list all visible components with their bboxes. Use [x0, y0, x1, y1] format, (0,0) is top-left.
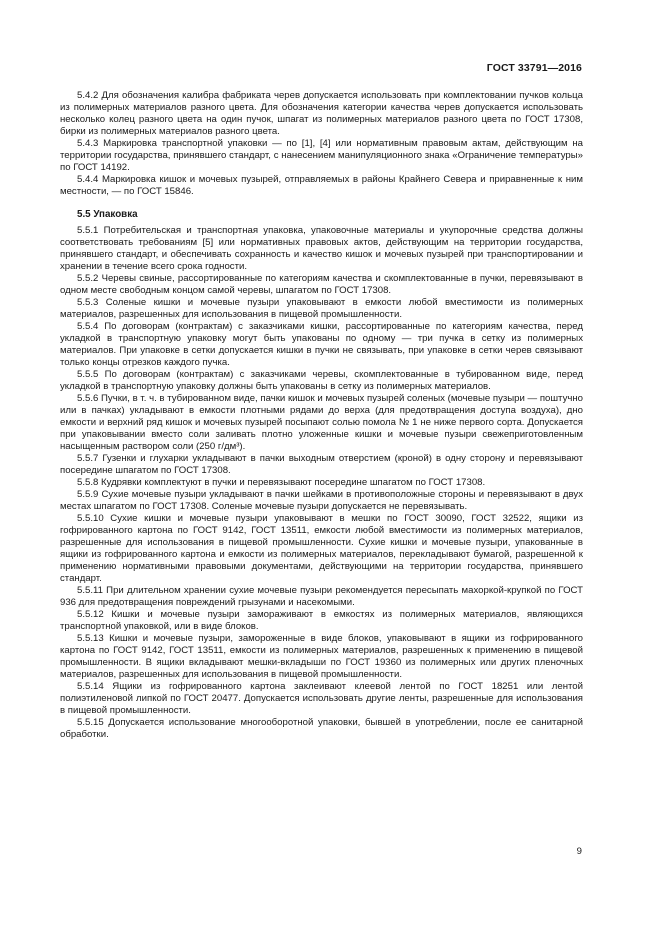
paragraph-5-4-4: 5.4.4 Маркировка кишок и мочевых пузырей, отправляемых в районы Крайнего Севера и приравненные к ним местности, — по ГОСТ 15846.	[60, 174, 583, 197]
paragraph-5-5-4: 5.5.4 По договорам (контрактам) с заказчиками кишки, рассортированные по категориям качества, перед укладкой в транспортную упаковку могут быть упакованы по одному — три пучка в сетку из полимерных материалов. При упаковке в сетки допускается кишки в пучки не связывать, при упаковке в сетки черев связывают только концы отрезков каждого пучка.	[60, 321, 583, 368]
paragraph-5-5-3: 5.5.3 Соленые кишки и мочевые пузыри упаковывают в емкости любой вместимости из полимерных материалов, разрешенных для использования в пищевой промышленности.	[60, 297, 583, 320]
paragraph-5-4-3: 5.4.3 Маркировка транспортной упаковки — по [1], [4] или нормативным правовым актам, действующим на территории государства, принявшего стандарт, с нанесением манипуляционного знака «Ограничение температуры» по ГОСТ 14192.	[60, 138, 583, 173]
paragraph-5-5-12: 5.5.12 Кишки и мочевые пузыри замораживают в емкостях из полимерных материалов, являющихся транспортной упаковкой, или в виде блоков.	[60, 609, 583, 632]
paragraph-5-5-10: 5.5.10 Сухие кишки и мочевые пузыри упаковывают в мешки по ГОСТ 30090, ГОСТ 32522, ящики из гофрированного картона по ГОСТ 9142, ГОСТ 13511, емкости любой вместимости из полимерных материалов, разрешенные для использования в пищевой промышленности. Сухие кишки и мочевые пузыри, упакованные в ящики из гофрированного картона и емкости из полимерных материалов, перекладывают бумагой, разрешенной к применению нормативными правовыми документами, действующими на территории государства, принявшего стандарт.	[60, 513, 583, 584]
paragraph-5-5-11: 5.5.11 При длительном хранении сухие мочевые пузыри рекомендуется пересыпать махоркой-крупкой по ГОСТ 936 для предотвращения повреждений грызунами и насекомыми.	[60, 585, 583, 608]
paragraph-5-5-13: 5.5.13 Кишки и мочевые пузыри, замороженные в виде блоков, упаковывают в ящики из гофрированного картона по ГОСТ 9142, ГОСТ 13511, емкости из полимерных материалов, разрешенных к применению в пищевой промышленности. В ящики вкладывают мешки-вкладыши по ГОСТ 19360 из полимерных или других пленочных материалов, разрешенных для использования в пищевой промышленности.	[60, 633, 583, 680]
paragraph-5-5-5: 5.5.5 По договорам (контрактам) с заказчиками черевы, скомплектованные в тубированном виде, перед укладкой в транспортную упаковку должны быть упакованы в сетку из полимерных материалов.	[60, 369, 583, 392]
paragraph-5-5-9: 5.5.9 Сухие мочевые пузыри укладывают в пачки шейками в противоположные стороны и перевязывают в двух местах шпагатом по ГОСТ 17308. Соленые мочевые пузыри допускается не перевязывать.	[60, 489, 583, 512]
paragraph-5-5-14: 5.5.14 Ящики из гофрированного картона заклеивают клеевой лентой по ГОСТ 18251 или лентой полиэтиленовой липкой по ГОСТ 20477. Допускается использовать другие ленты, разрешенные для использования в пищевой промышленности.	[60, 681, 583, 716]
page-number: 9	[576, 846, 582, 857]
document-code: ГОСТ 33791—2016	[486, 62, 582, 74]
section-heading: 5.5 Упаковка	[77, 209, 138, 220]
paragraph-5-5-8: 5.5.8 Кудрявки комплектуют в пучки и перевязывают посередине шпагатом по ГОСТ 17308.	[77, 477, 486, 488]
document-body	[60, 90, 583, 741]
paragraph-5-5-7: 5.5.7 Гузенки и глухарки укладывают в пачки выходным отверстием (кроной) в одну сторону и перевязывают посередине шпагатом по ГОСТ 17308.	[60, 453, 583, 476]
paragraph-5-5-1: 5.5.1 Потребительская и транспортная упаковка, упаковочные материалы и укупорочные средства должны соответствовать требованиям [5] или нормативных правовых актов, действующим на территории государства, принявшего стандарт, и обеспечивать сохранность и качество кишок и мочевых пузырей при транспортировании и хранении в течение всего срока годности.	[60, 225, 583, 272]
paragraph-5-5-2: 5.5.2 Черевы свиные, рассортированные по категориям качества и скомплектованные в пучки, перевязывают в одном месте свободным концом самой черевы, шпагатом по ГОСТ 17308.	[60, 273, 583, 296]
paragraph-5-5-6: 5.5.6 Пучки, в т. ч. в тубированном виде, пачки кишок и мочевых пузырей соленых (мочевые пузыри — поштучно или в пачках) укладывают в емкости плотными рядами до верха (для предотвращения доступа воздуха), дно емкости и верхний ряд кишок и мочевых пузырей посыпают солью помола № 1 не ниже первого сорта. Допускается при упаковывании вместо соли заливать плотно уложенные кишки и мочевые пузыри свежеприготовленным насыщенным раствором соли (250 г/дм³).	[60, 393, 583, 452]
paragraph-5-5-15: 5.5.15 Допускается использование многооборотной упаковки, бывшей в употреблении, после ее санитарной обработки.	[60, 717, 583, 740]
paragraph-5-4-2: 5.4.2 Для обозначения калибра фабриката черев допускается использовать при комплектовании пучков кольца из полимерных материалов разного цвета. Для обозначения категории качества черев допускается использовать несколько колец разного цвета на один пучок, шпагат из полимерных материалов разного цвета по ГОСТ 17308, бирки из полимерных материалов разного цвета.	[60, 90, 583, 137]
